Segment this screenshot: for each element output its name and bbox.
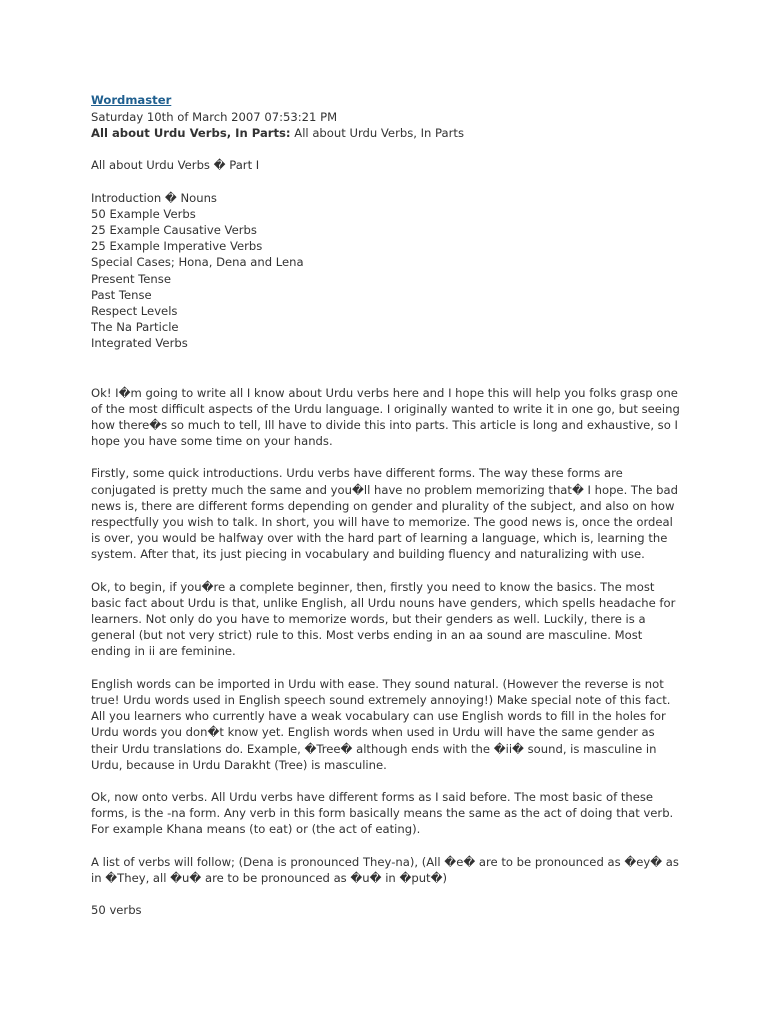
paragraph: Ok, to begin, if you�re a complete beginner, then, firstly you need to know the basics. The most basic fact about Urdu is that, unlike English, all Urdu nouns have genders, which spells headache for learners. Not only do you have to memorize words, but their genders as well. Luckily, there is a general (but not very strict) rule to this. Most verbs ending in an aa sound are masculine. Most ending in ii are feminine. (91, 579, 676, 659)
spacer (91, 449, 691, 465)
paragraph: Ok, now onto verbs. All Urdu verbs have different forms as I said before. The most basic of these forms, is the -na form. Any verb in this form basically means the same as the act of doing that verb. For example Khana means (to eat) or (the act of eating). (91, 789, 674, 837)
toc-item: Special Cases; Hona, Dena and Lena (91, 255, 304, 270)
author-link[interactable]: Wordmaster (91, 93, 172, 107)
paragraph: 50 verbs (91, 902, 142, 917)
spacer (91, 773, 691, 789)
spacer (91, 838, 691, 854)
toc-item: Past Tense (91, 287, 152, 302)
paragraph: English words can be imported in Urdu with ease. They sound natural. (However the reverse is not true! Urdu words used in English speech sound extremely annoying!) Make special note of this fact. All you learners who currently have a weak vocabulary can use English words to fill in the holes for Urdu words you don�t know yet. English words when used in Urdu will have the same gender as their Urdu translations do. Example, �Tree� although ends with the �ii� sound, is masculine in Urdu, because in Urdu Darakht (Tree) is masculine. (91, 676, 671, 772)
toc-item: 50 Example Verbs (91, 206, 196, 221)
post-timestamp: Saturday 10th of March 2007 07:53:21 PM (91, 110, 338, 124)
table-of-contents (91, 190, 691, 352)
toc-item: 25 Example Imperative Verbs (91, 239, 263, 254)
part-heading: All about Urdu Verbs � Part I (91, 158, 260, 173)
toc-item: Introduction � Nouns (91, 190, 217, 205)
spacer (91, 660, 691, 676)
spacer (91, 141, 691, 157)
toc-item: Integrated Verbs (91, 336, 188, 351)
paragraph: Ok! I�m going to write all I know about Urdu verbs here and I hope this will help you folks grasp one of the most difficult aspects of the Urdu language. I originally wanted to write it in one go, but seeing how there�s so much to tell, Ill have to divide this into parts. This article is long and exhaustive, so I hope you have some time on your hands. (91, 385, 680, 449)
subject-text: All about Urdu Verbs, In Parts (290, 126, 464, 141)
spacer (91, 352, 691, 385)
post-subject (91, 125, 691, 141)
forum-post (91, 92, 691, 918)
toc-item: The Na Particle (91, 320, 179, 335)
toc-item: Respect Levels (91, 304, 178, 319)
spacer (91, 174, 691, 190)
paragraph: Firstly, some quick introductions. Urdu verbs have different forms. The way these forms are conjugated is pretty much the same and you�ll have no problem memorizing that� I hope. The bad news is, there are different forms depending on gender and plurality of the subject, and also on how respectfully you wish to talk. In short, you will have to memorize. The good news is, once the ordeal is over, you would be halfway over with the hard part of learning a language, which is, learning the system. After that, its just piecing in vocabulary and building fluency and naturalizing with use. (91, 466, 679, 562)
paragraph: A list of verbs will follow; (Dena is pronounced They-na), (All �e� are to be pronounced as �ey� as in �They, all �u� are to be pronounced as �u� in �put�) (91, 854, 679, 885)
toc-item: 25 Example Causative Verbs (91, 223, 257, 238)
spacer (91, 563, 691, 579)
subject-label: All about Urdu Verbs, In Parts: (91, 126, 291, 141)
spacer (91, 886, 691, 902)
toc-item: Present Tense (91, 271, 171, 286)
